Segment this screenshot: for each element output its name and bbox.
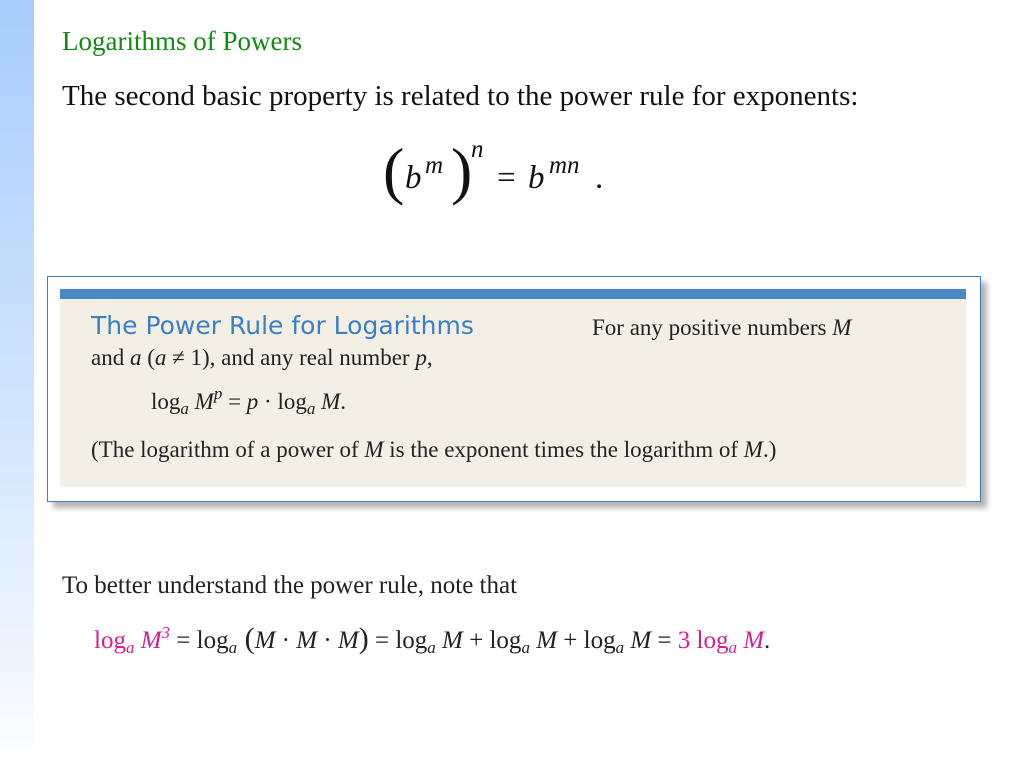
log-base-subscript: a [306,399,316,418]
rule-line2-and: and [91,345,130,370]
log-term: log [277,389,307,414]
rhs-coefficient-log: 3 log [677,627,729,654]
log-term: log [151,389,181,414]
open-paren: ( [237,622,255,655]
formula-period: . [340,389,347,414]
log-term: log [196,627,229,654]
plus-sign: + [557,627,584,654]
lhs-var-m: M [134,627,162,654]
rule-explanation-note [91,437,776,463]
formula-exponent-p: p [213,384,223,403]
close-paren: ) [451,135,473,206]
product-dot: · [275,627,297,654]
formula-coef-p: p [246,389,259,414]
product-var-m: M [296,627,318,654]
rhs-log-base: a [728,638,737,657]
lhs-exponent: 3 [161,623,171,642]
power-rule-panel [60,289,966,487]
formula-equals: = [497,160,516,196]
log-base-subscript: a [521,638,530,657]
log-base-subscript: a [228,638,238,657]
note-end: .) [762,437,777,462]
sum-var-m: M [435,627,463,654]
formula-var-m: M [321,389,341,414]
left-gradient-band [0,0,34,768]
formula-result-base: b [528,160,545,196]
close-paren: ) [358,622,369,655]
note-var-m: M [364,437,384,462]
formula-equals: = [222,389,247,414]
rule-heading: The Power Rule for Logarithms [91,311,474,340]
note-pre: (The logarithm of a power of [91,437,365,462]
equals-1: = [170,627,197,654]
power-rule-formula [151,384,347,418]
note-mid: is the exponent times the logarithm of [383,437,744,462]
plus-sign: + [462,627,490,654]
rule-statement-line1 [592,315,851,341]
rule-line2-end: , [426,345,433,370]
formula-dot: · [258,389,278,414]
formula-result-exponent: mn [549,152,580,179]
formula-outer-exponent: n [471,136,484,163]
equals-3: = [651,627,678,654]
slide-title: Logarithms of Powers [62,26,302,56]
rule-header-bar [60,289,966,299]
formula-period: . [595,160,604,196]
expansion-formula [94,622,770,656]
intro-text: The second basic property is related to the power rule for exponents: [62,80,859,112]
explanation-text: To better understand the power rule, note that [62,572,518,599]
log-term: log [395,627,428,654]
rule-var-m: M [832,315,852,340]
formula-var-m: M [194,389,214,414]
log-base-subscript: a [180,399,189,418]
rule-cond-open: ( [141,345,155,370]
log-term: log [489,627,522,654]
note-var-m: M [743,437,763,462]
rule-var-p: p [415,345,427,370]
sum-var-m: M [624,627,652,654]
product-var-m: M [337,627,359,654]
formula-base: b [405,160,422,196]
rule-cond-var-a: a [154,345,167,370]
rule-cond-rest: ≠ 1), and any real number [166,345,416,370]
formula-inner-exponent: m [425,152,444,179]
lhs-log-base: a [125,638,135,657]
log-base-subscript: a [615,638,625,657]
formula-period: . [764,627,771,654]
power-rule-box [47,276,981,502]
sum-var-m: M [529,627,558,654]
log-term: log [583,627,616,654]
lhs-log: log [94,627,126,654]
rule-statement-line2 [91,345,433,371]
rule-var-a: a [129,345,142,370]
product-var-m: M [254,627,276,654]
product-dot: · [317,627,338,654]
log-base-subscript: a [427,638,436,657]
equals-2: = [368,627,396,654]
open-paren: ( [383,135,405,206]
rhs-var-m: M [736,627,765,654]
rule-line1-text: For any positive numbers [592,315,833,340]
